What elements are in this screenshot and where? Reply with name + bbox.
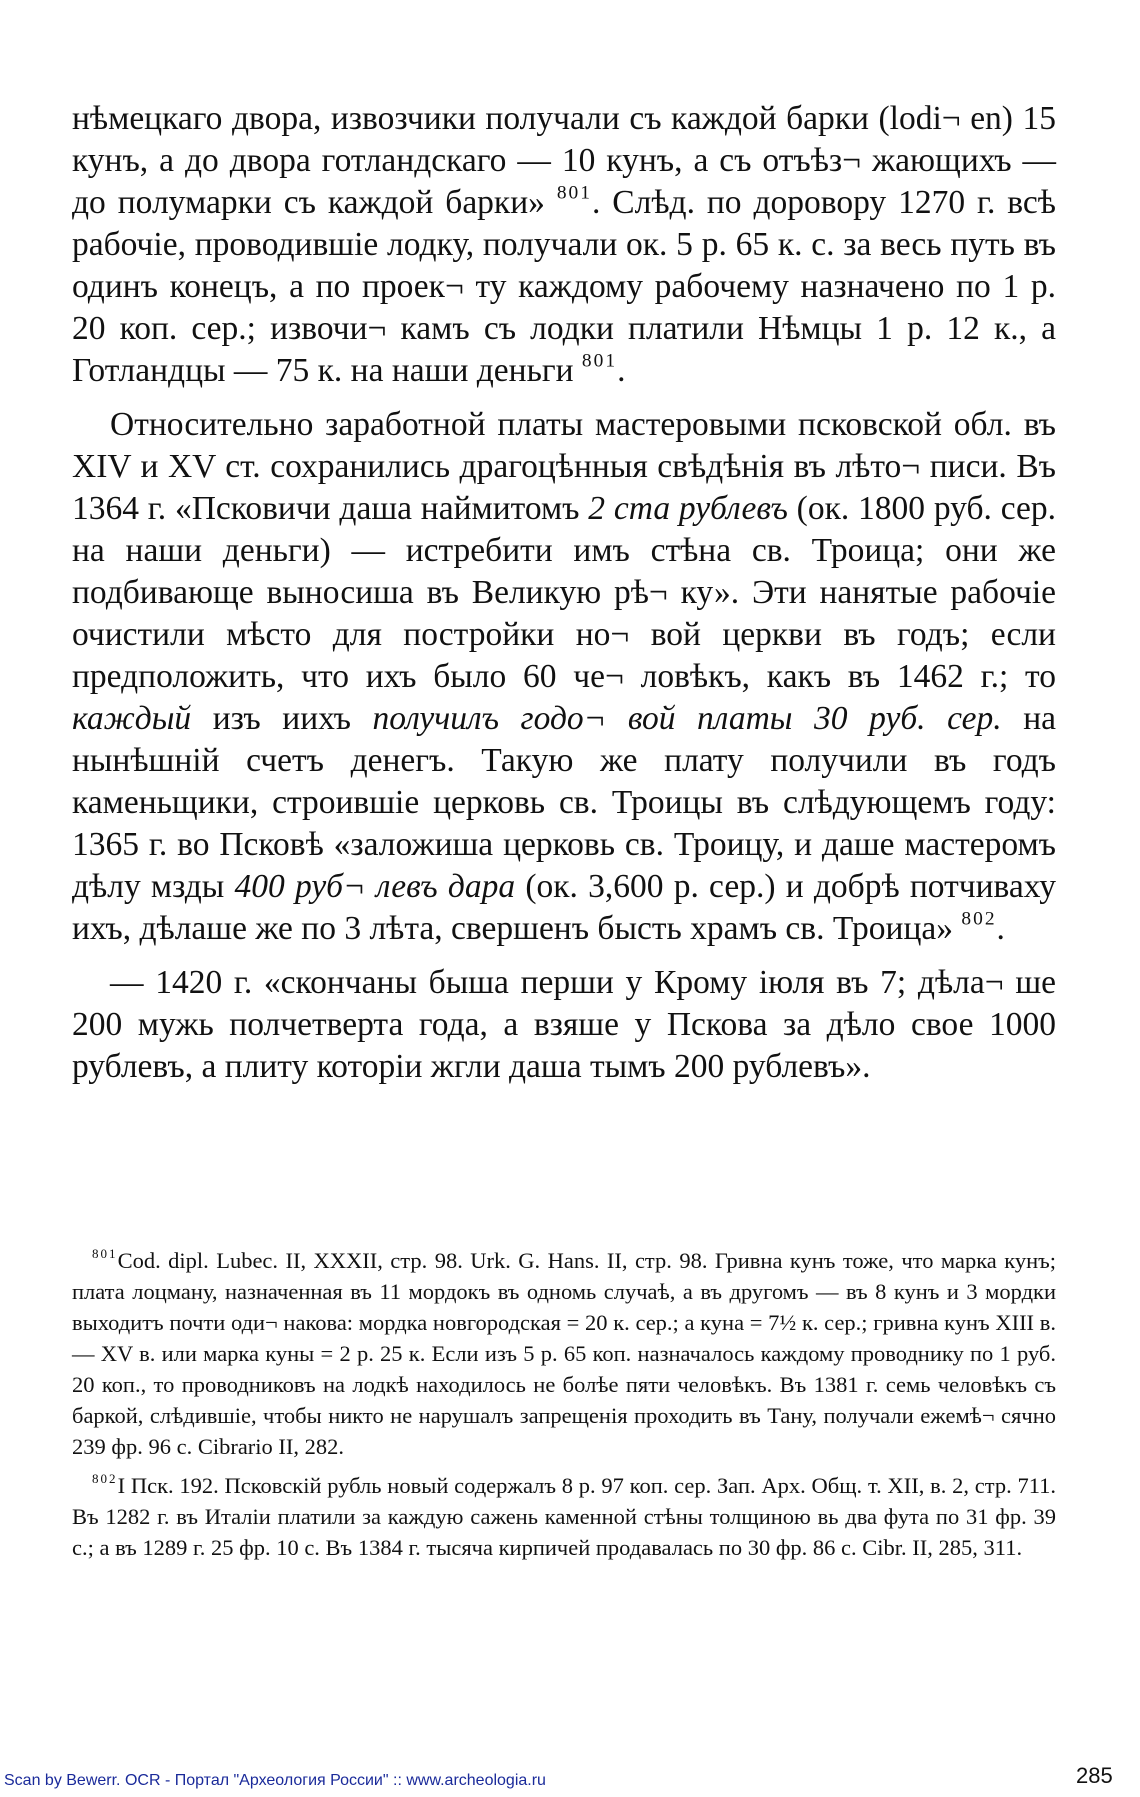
footnote-text: Cod. dipl. Lubec. II, XXXII, стр. 98. Urk. G. Hans. II, стр. 98. Гривна кунъ тоже, что марка кунъ; плата лоцману, назначенная въ 11 мордокъ въ одномь случаѣ, а въ другомъ — въ 8 кунъ и 3 мордки выходитъ почти оди¬ накова: мордка новгородская = 20 к. сер.; а куна = 7½ к. сер.; гривна кунъ XIII в. — XV в. или марка куны = 2 р. 25 к. Если изъ 5 р. 65 коп. назначалось каждому проводнику по 1 руб. 20 коп., то проводниковъ на лодкѣ находилось не болѣе пяти человѣкъ. Въ 1381 г. семь человѣкъ съ баркой, слѣдившіе, чтобы никто не нарушалъ запрещенія проходить въ Тану, получали ежемѣ¬ сячно 239 фр. 96 с. Cibrario II, 282. bbox=[72, 1248, 1056, 1459]
footnote-801 bbox=[72, 1245, 1056, 1462]
footnotes bbox=[72, 1245, 1056, 1563]
paragraph-1: нѣмецкаго двора, извозчики получали съ каждой барки (lodi¬ en) 15 кунъ, а до двора готландскаго — 10 кунъ, а съ отъѣз¬ жающихъ — до полумарки съ каждой барки» $^{801}$. Слѣд. по доровору 1270 г. всѣ рабочіе, проводившіе лодку, получали ок. 5 р. 65 к. с. за весь путь въ одинъ конецъ, а по проек¬ ту каждому рабочему назначено по 1 р. 20 коп. сер.; извочи¬ камъ съ лодки платили Нѣмцы 1 р. 12 к., а Готландцы — 75 к. на наши деньги $^{801}$. bbox=[72, 100, 1056, 389]
footnote-text: I Пск. 192. Псковскій рубль новый содержалъ 8 р. 97 коп. сер. Зап. Арх. Общ. т. XII, в. 2, стр. 711. Въ 1282 г. въ Италіи платили за каждую сажень каменной стѣны толщиною вь два фута по 31 фр. 39 с.; а въ 1289 г. 25 фр. 10 с. Въ 1384 г. тысяча кирпичей продавалась по 30 фр. 86 с. Cibr. II, 285, 311. bbox=[72, 1473, 1056, 1560]
page-number: 285 bbox=[1076, 1763, 1113, 1788]
footnote-ref-801-second: 801 bbox=[581, 350, 618, 372]
paragraph-2: Относительно заработной платы мастеровыми псковской обл. въ XIV и XV ст. сохранились драгоцѣнныя свѣдѣнія въ лѣто¬ писи. Въ 1364 г. «Псковичи даша наймитомъ 2 ста рублевъ (ок. 1800 руб. сер. на наши деньги) — истребити имъ стѣна св. Троица; они же подбивающе выносиша въ Великую рѣ¬ ку». Эти нанятые рабочіе очистили мѣсто для постройки но¬ вой церкви въ годъ; если предположить, что ихъ было 60 че¬ ловѣкъ, какъ въ 1462 г.; то каждый изъ иихъ получилъ годо¬ вой платы 30 руб. сер. на нынѣшній счетъ денегъ. Такую же плату получили въ годъ каменьщики, строившіе церковь св. Троицы въ слѣдующемъ году: 1365 г. во Псковѣ «заложиша церковь св. Троицу, и даше мастеромъ дѣлу мзды 400 руб¬ левъ дара (ок. 3,600 р. сер.) и добрѣ потчиваху ихъ, дѣлаше же по 3 лѣта, свершенъ бысть храмъ св. Троица» $^{802}$. bbox=[72, 406, 1056, 947]
footnote-802 bbox=[72, 1470, 1056, 1563]
footnote-number: 801 bbox=[92, 1246, 118, 1262]
footnote-ref-801: 801 bbox=[556, 182, 592, 204]
scan-credit-link[interactable]: Scan by Bewerr. OCR - Портал "Археология России" :: www.archeologia.ru bbox=[4, 1772, 546, 1789]
footnote-ref-802: 802 bbox=[961, 908, 997, 930]
main-text bbox=[72, 98, 1056, 1088]
footnote-number: 802 bbox=[92, 1471, 118, 1487]
paragraph-3: — 1420 г. «скончаны быша перши у Крому іюля въ 7; дѣла¬ ше 200 мужь полчетверта года, а взяше у Пскова за дѣло свое 1000 рублевъ, а плиту которіи жгли даша тымъ 200 рублевъ». bbox=[72, 964, 1056, 1085]
